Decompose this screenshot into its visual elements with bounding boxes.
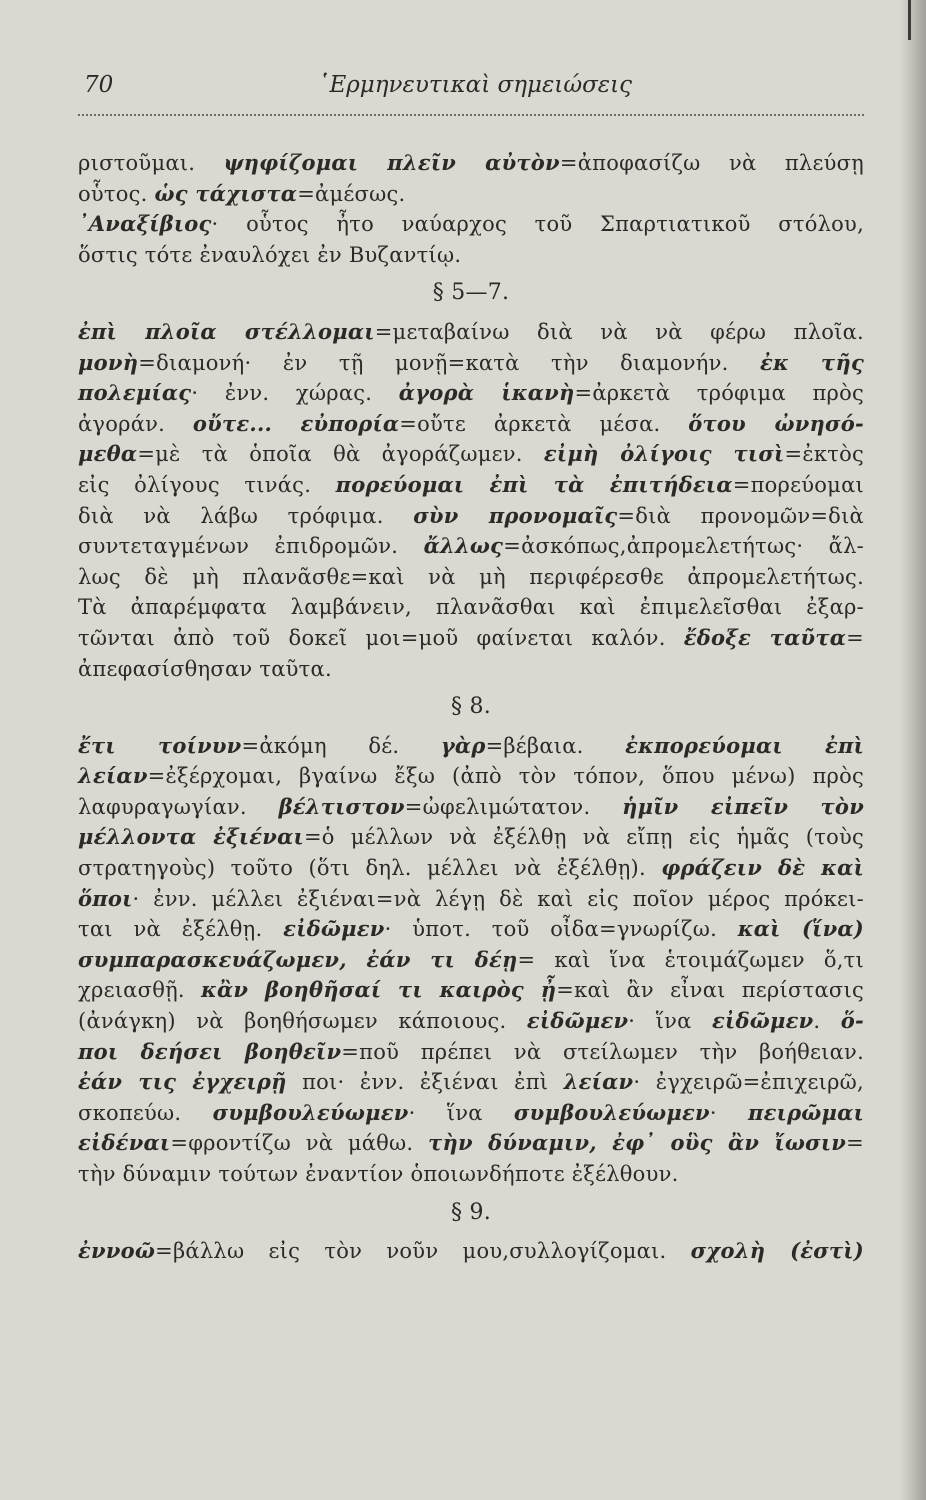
text-line: ἀπεφασίσθησαν ταῦτα. [78, 656, 332, 681]
text-line: τὴν δύναμιν τούτων ἐναντίον ὁποιωνδήποτε ἐξέλθουν. [78, 1162, 679, 1186]
text-line: χρειασθῇ. κἂν βοηθῆσαί τι καιρὸς ᾖ=καὶ ἂν εἶναι περίστασις [78, 977, 864, 1003]
text-line: στρατηγοὺς) τοῦτο (ὅτι δηλ. μέλλει νὰ ἐξέλθῃ). φράζειν δὲ καὶ [78, 855, 864, 881]
text-line: ποι δεήσει βοηθεῖν=ποῦ πρέπει νὰ στείλωμεν τὴν βοήθειαν. [78, 1038, 864, 1064]
text-line: ἐπὶ πλοῖα στέλλομαι=μεταβαίνω διὰ νὰ νὰ φέρω πλοῖα. [78, 318, 864, 344]
text-line: ἀγοράν. οὔτε... εὐπορία=οὔτε ἀρκετὰ μέσα. ὅτου ὠνησό- [78, 410, 864, 436]
gloss-term: ἀγορὰ ἱκανὴ [398, 380, 575, 406]
text-line: λαφυραγωγίαν. βέλτιστον=ὠφελιμώτατον. ἡμῖν εἰπεῖν τὸν [78, 793, 865, 819]
gloss-term: τὴν δύναμιν, ἐφ᾿ οὓς ἂν ἴωσιν [428, 1130, 847, 1156]
text-line: ὅποι· ἐνν. μέλλει ἐξιέναι=νὰ λέγῃ δὲ καὶ εἰς ποῖον μέρος πρόκει- [78, 885, 864, 911]
gloss-term: ὅ- [840, 1008, 865, 1034]
gloss-term: βέλτιστον [278, 793, 405, 819]
book-page [78, 0, 868, 1500]
text-line: τῶνται ἀπὸ τοῦ δοκεῖ μοι=μοῦ φαίνεται καλόν. ἔδοξε ταῦτα= [78, 624, 865, 650]
text-line: ἔτι τοίνυν=ἀκόμη δέ. γὰρ=βέβαια. ἐκπορεύομαι ἐπὶ [78, 732, 865, 758]
gloss-term: πολεμίας [78, 380, 192, 406]
gloss-term: καὶ (ἵνα) [737, 916, 864, 942]
text-line: ται νὰ ἐξέλθῃ. εἰδῶμεν· ὑποτ. τοῦ οἶδα=γνωρίζω. καὶ (ἵνα) [78, 916, 864, 942]
gloss-term: φράζειν δὲ καὶ [661, 855, 864, 881]
gloss-term: ὅτου ὠνησό- [688, 410, 864, 436]
gloss-term: ἄλλως [423, 533, 504, 559]
gloss-term: κἂν βοηθῆσαί τι καιρὸς ᾖ [200, 977, 557, 1003]
gloss-term: πειρῶμαι [748, 1099, 864, 1125]
gloss-term: ὅποι [78, 885, 133, 911]
gloss-term: λείαν [78, 763, 148, 789]
text-line: εἰς ὀλίγους τινάς. πορεύομαι ἐπὶ τὰ ἐπιτήδεια=πορεύομαι [78, 471, 864, 497]
gloss-term: πορεύομαι ἐπὶ τὰ ἐπιτήδεια [335, 471, 733, 497]
gloss-term: ἐάν τις ἐγχειρῇ [78, 1069, 287, 1095]
text-line: λείαν=ἐξέρχομαι, βγαίνω ἔξω (ἀπὸ τὸν τόπον, ὅπου μένω) πρὸς [78, 763, 864, 789]
text-line: μεθα=μὲ τὰ ὁποῖα θὰ ἀγοράζωμεν. εἰμὴ ὀλίγοις τισὶ=ἐκτὸς [78, 441, 864, 467]
section-heading: § 8. [451, 694, 491, 720]
gloss-term: συμπαρασκευάζωμεν, ἐάν τι δέῃ [78, 946, 518, 972]
text-line: Τὰ ἀπαρέμφατα λαμβάνειν, πλανᾶσθαι καὶ ἐπιμελεῖσθαι ἐξαρ- [78, 595, 864, 620]
text-line: σκοπεύω. συμβουλεύωμεν· ἵνα συμβουλεύωμεν· πειρῶμαι [78, 1099, 864, 1125]
gloss-term: σὺν προνομαῖς [413, 502, 618, 528]
gloss-term: συμβουλεύωμεν [212, 1099, 409, 1125]
text-line: συμπαρασκευάζωμεν, ἐάν τι δέῃ= καὶ ἵνα ἑτοιμάζωμεν ὅ,τι [78, 946, 864, 972]
gloss-term: ἔδοξε ταῦτα [683, 624, 847, 650]
gloss-term: σχολὴ (ἐστὶ) [690, 1238, 864, 1264]
text-line: ᾿Αναξίβιος· οὗτος ἦτο ναύαρχος τοῦ Σπαρτιατικοῦ στόλου, [78, 211, 864, 237]
gloss-term: μέλλοντα ἐξιέναι [78, 824, 304, 850]
text-line: λως δὲ μὴ πλανᾶσθε=καὶ νὰ μὴ περιφέρεσθε ἀπρομελετήτως. [78, 564, 864, 589]
running-header [82, 72, 868, 112]
gloss-term: ἡμῖν εἰπεῖν τὸν [622, 793, 865, 819]
gloss-term: εἰδῶμεν [712, 1008, 814, 1034]
text-line: οὗτος. ὡς τάχιστα=ἀμέσως. [78, 180, 406, 206]
page-number: 70 [84, 72, 114, 98]
header-rule [78, 114, 864, 116]
gloss-term: ἐννοῶ [78, 1238, 156, 1264]
gloss-term: συμβουλεύωμεν [513, 1099, 710, 1125]
gloss-term: γὰρ [440, 732, 486, 758]
gloss-term: μεθα [78, 441, 138, 467]
gloss-term: ἐκ τῆς [759, 349, 864, 375]
gloss-term: εἰδῶμεν [283, 916, 385, 942]
page-edge-shadow [900, 0, 926, 1500]
text-line: μονὴ=διαμονή· ἐν τῇ μονῇ=κατὰ τὴν διαμονήν. ἐκ τῆς [78, 349, 864, 375]
text-line: ριστοῦμαι. ψηφίζομαι πλεῖν αὐτὸν=ἀποφασίζω νὰ πλεύσῃ [78, 150, 865, 175]
gloss-term: μονὴ [78, 349, 139, 375]
text-line: ἐάν τις ἐγχειρῇ ποι· ἐνν. ἐξιέναι ἐπὶ λείαν· ἐγχειρῶ=ἐπιχειρῶ, [78, 1069, 864, 1095]
section-heading: § 9. [451, 1199, 491, 1225]
gloss-term: εἰδέναι [78, 1130, 171, 1156]
text-line: ὅστις τότε ἐναυλόχει ἐν Βυζαντίῳ. [78, 242, 462, 267]
gloss-term: λείαν [563, 1069, 634, 1095]
text-line: συντεταγμένων ἐπιδρομῶν. ἄλλως=ἀσκόπως,ἀπρομελετήτως· ἄλ- [78, 533, 864, 559]
running-title: ῾Ερμηνευτικαὶ σημειώσεις [318, 72, 633, 98]
gloss-term: ἔτι τοίνυν [78, 732, 242, 758]
gloss-term: ὡς τάχιστα [154, 180, 298, 206]
text-line: ἐννοῶ=βάλλω εἰς τὸν νοῦν μου,συλλογίζομαι. σχολὴ (ἐστὶ) [78, 1238, 864, 1264]
gloss-term: ψηφίζομαι πλεῖν αὐτὸν [223, 150, 560, 175]
page-edge-mark [908, 0, 911, 40]
gloss-term: ποι δεήσει βοηθεῖν [78, 1038, 342, 1064]
gloss-term: εἰδῶμεν [526, 1008, 629, 1034]
text-line: διὰ νὰ λάβω τρόφιμα. σὺν προνομαῖς=διὰ προνομῶν=διὰ [78, 502, 864, 528]
gloss-term: ἐκπορεύομαι ἐπὶ [625, 732, 865, 758]
gloss-term: εἰμὴ ὀλίγοις τισὶ [543, 441, 785, 467]
page-text [78, 148, 864, 1267]
section-heading: § 5—7. [432, 280, 510, 306]
gloss-term: ᾿Αναξίβιος [78, 211, 212, 237]
gloss-term: οὔτε... εὐπορία [192, 410, 400, 436]
text-line: πολεμίας· ἐνν. χώρας. ἀγορὰ ἱκανὴ=ἀρκετὰ τρόφιμα πρὸς [78, 380, 865, 406]
text-line: εἰδέναι=φροντίζω νὰ μάθω. τὴν δύναμιν, ἐφ᾿ οὓς ἂν ἴωσιν= [78, 1130, 864, 1156]
text-line: (ἀνάγκη) νὰ βοηθήσωμεν κάποιους. εἰδῶμεν· ἵνα εἰδῶμεν. ὅ- [78, 1008, 865, 1034]
text-line: μέλλοντα ἐξιέναι=ὁ μέλλων νὰ ἐξέλθῃ νὰ εἴπῃ εἰς ἡμᾶς (τοὺς [78, 824, 864, 850]
gloss-term: ἐπὶ πλοῖα στέλλομαι [78, 318, 375, 344]
